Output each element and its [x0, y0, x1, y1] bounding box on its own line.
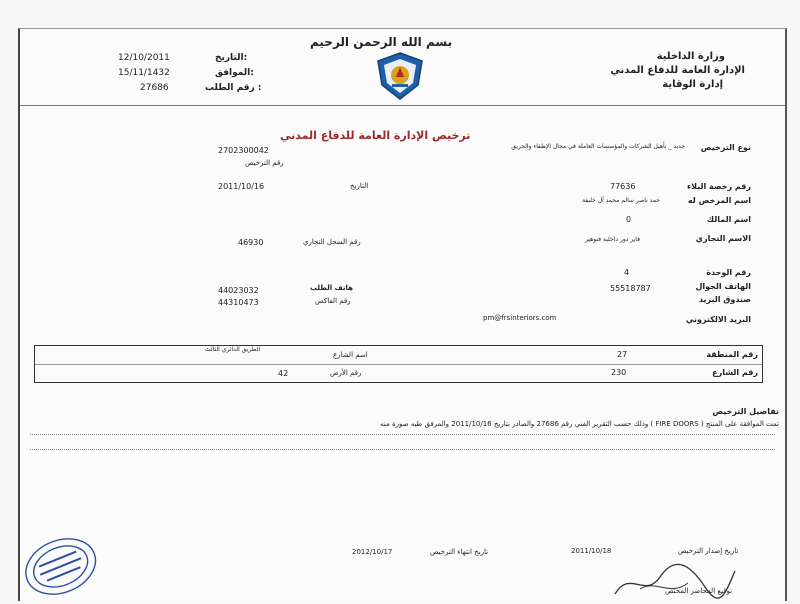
email-value: pm@frsinteriors.com — [483, 314, 557, 322]
licensee-value: حمد ناصر سالم محمد آل خليفة — [582, 197, 660, 204]
license-document — [18, 28, 787, 601]
street-name-label: اسم الشارع — [333, 351, 368, 359]
trade-name-label: الاسم التجاري — [695, 234, 751, 243]
ministry-name: وزارة الداخلية — [656, 51, 725, 62]
civil-defense-emblem-icon — [374, 51, 426, 101]
unit-number-label: رقم الوحدة — [706, 268, 751, 277]
address-box-divider — [35, 364, 762, 365]
license-number-value: 2702300042 — [218, 146, 269, 155]
directorate-name: الإدارة العامة للدفاع المدني — [610, 65, 745, 76]
mobile-label: الهاتف الجوال — [695, 282, 751, 291]
application-number-value: 77636 — [610, 182, 636, 191]
date-value: 12/10/2011 — [118, 53, 170, 63]
official-stamp-icon — [20, 529, 98, 601]
issue-date-value: 2011/10/18 — [571, 547, 612, 555]
fax-value: 44310473 — [218, 298, 259, 307]
applicant-phone-label: هاتف الطلب — [310, 284, 353, 292]
application-number-label: رقم رخصة البلاء — [687, 182, 751, 191]
details-text: تمت الموافقة على المنتج ( FIRE DOORS ) وذلك حسب التقرير الفني رقم 27686 والصادر بتاريخ 2011/10/16 والمرفق طيه صورة منه — [380, 420, 779, 428]
document-title: ترخيص الإدارة العامة للدفاع المدني — [280, 129, 471, 142]
trade-name-value: فاير دور داخلية فنوهير — [585, 236, 640, 243]
date-label: التاريخ: — [215, 53, 248, 63]
unit-number-value: 4 — [624, 268, 630, 277]
issue-date-label: تاريخ إصدار الترخيص — [678, 547, 739, 555]
license-number-label: رقم الترخيص — [245, 159, 284, 167]
zone-value: 27 — [617, 350, 628, 359]
signature-scribble-icon — [610, 559, 740, 604]
owner-value: 0 — [626, 215, 632, 224]
land-number-label: رقم الأرض — [330, 369, 362, 377]
commercial-register-value: 46930 — [238, 238, 264, 247]
commercial-register-label: رقم السجل التجاري — [303, 238, 361, 246]
address-box — [34, 345, 763, 383]
zone-label: رقم المنطقة — [706, 350, 758, 359]
header-divider — [20, 105, 785, 106]
corresponding-label: الموافق: — [215, 68, 254, 78]
details-dotted-line-2 — [30, 449, 775, 450]
basmala: بسم الله الرحمن الرحيم — [310, 35, 453, 49]
street-name-value: الطريق الدائري الثالث — [205, 346, 261, 353]
street-number-label: رقم الشارع — [712, 368, 758, 377]
license-type-label: نوع الترخيص — [700, 143, 751, 152]
fax-label: رقم الفاكس — [315, 297, 351, 305]
land-number-value: 42 — [278, 369, 289, 378]
owner-label: اسم المالك — [706, 215, 751, 224]
date-field-value: 2011/10/16 — [218, 182, 265, 191]
po-box-label: صندوق البريد — [698, 295, 751, 304]
department-name: إدارة الوقاية — [662, 79, 723, 90]
details-heading: تفاصيل الترخيص — [712, 407, 779, 416]
request-number-label: رقم الطلب : — [205, 83, 262, 93]
applicant-phone-value: 44023032 — [218, 286, 259, 295]
licensee-label: اسم المرخص له — [687, 196, 751, 205]
date-field-label: التاريخ — [350, 182, 369, 190]
request-number-value: 27686 — [140, 83, 169, 93]
mobile-value: 55518787 — [610, 284, 651, 293]
details-dotted-line-1 — [30, 434, 775, 435]
signature-label: توقيع المحاضر المختص — [665, 587, 733, 595]
email-label: البريد الالكتروني — [685, 315, 751, 324]
expiry-date-value: 2012/10/17 — [352, 548, 393, 556]
corresponding-value: 15/11/1432 — [118, 68, 170, 78]
license-type-value: جديد _ تأهيل الشركات والمؤسسات العاملة في مجال الإطفاء والحريق — [511, 143, 685, 150]
street-number-value: 230 — [611, 368, 627, 377]
expiry-date-label: تاريخ انتهاء الترخيص — [430, 548, 489, 556]
